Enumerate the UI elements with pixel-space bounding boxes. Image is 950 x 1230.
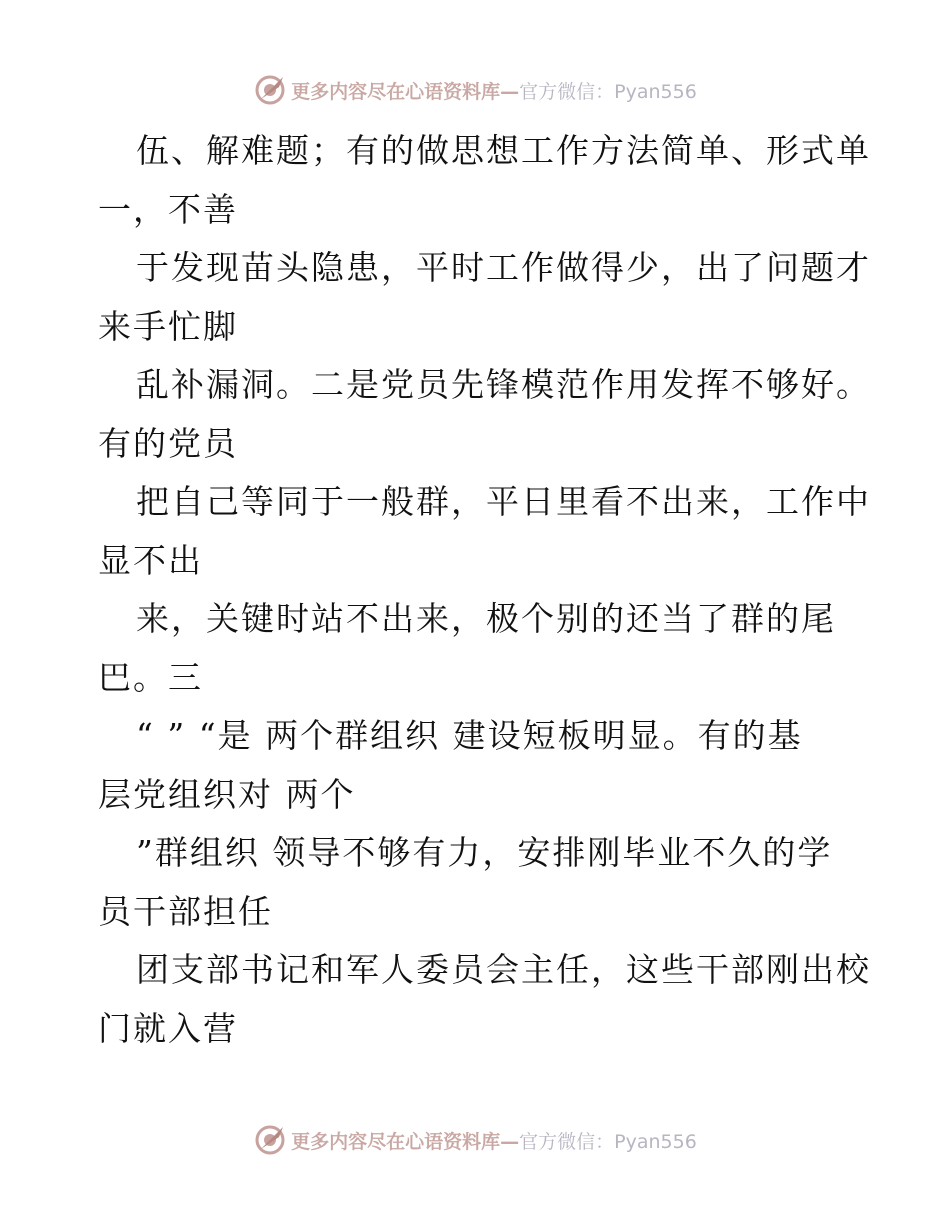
- quill-logo-icon: [253, 73, 287, 107]
- banner-text-left: 更多内容尽在心语资料库—: [291, 1130, 520, 1153]
- footer-watermark-banner: [0, 1120, 950, 1160]
- text-line: 层党组织对 两个: [98, 774, 356, 814]
- text-line: 有的党员: [98, 423, 238, 463]
- text-line: 一，不善: [98, 189, 238, 229]
- header-watermark-banner: [0, 70, 950, 110]
- text-line: 于发现苗头隐患，平时工作做得少，出了问题才: [136, 248, 871, 287]
- text-line: “ ” “是 两个群组织 建设短板明显。有的基: [136, 716, 803, 755]
- banner-text-left: 更多内容尽在心语资料库—: [291, 80, 520, 103]
- text-line: 伍、解难题；有的做思想工作方法简单、形式单: [136, 131, 871, 170]
- quill-logo-icon: [253, 1123, 287, 1157]
- banner-text-right: 官方微信：Pyan556: [519, 80, 697, 103]
- text-line: 显不出: [98, 540, 203, 580]
- text-line: 来，关键时站不出来，极个别的还当了群的尾: [136, 599, 836, 638]
- text-line: 乱补漏洞。二是党员先锋模范作用发挥不够好。: [136, 365, 871, 404]
- text-line: ”群组织 领导不够有力，安排刚毕业不久的学: [136, 833, 833, 872]
- text-line: 巴。三: [98, 657, 203, 697]
- text-line: 员干部担任: [98, 891, 273, 931]
- text-line: 门就入营: [98, 1008, 238, 1048]
- text-line: 把自己等同于一般群，平日里看不出来，工作中: [136, 482, 871, 521]
- document-body: [98, 122, 871, 1058]
- text-line: 来手忙脚: [98, 306, 238, 346]
- banner-text-right: 官方微信：Pyan556: [519, 1130, 697, 1153]
- text-line: 团支部书记和军人委员会主任，这些干部刚出校: [136, 950, 871, 989]
